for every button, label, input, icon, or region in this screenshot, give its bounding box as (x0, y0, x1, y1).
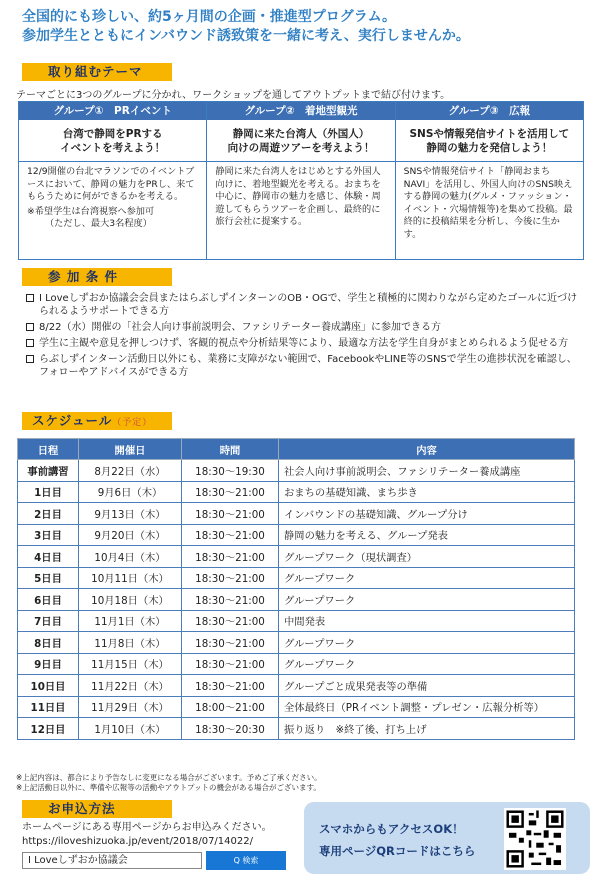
condition-item: 学生に主観や意見を押しつけず、客観的視点や分析結果等により、最適な方法を学生自身がまとめられるよう促せる方 (26, 337, 586, 350)
schedule-row (18, 460, 575, 482)
qr-panel (304, 802, 590, 874)
intro-heading (22, 8, 470, 46)
schedule-date: 11月29日（木） (79, 696, 182, 718)
schedule-content: グループワーク (279, 653, 575, 675)
schedule-content: グループごと成果発表等の準備 (279, 675, 575, 697)
group-2-body: 静岡に来た台湾人をはじめとする外国人向けに、着地型観光を考える。おまちを中心に、静岡市の魅力を感じ、体験・周遊してもらうツアーを企画し、最終的に旅行会社に提案する。 (215, 166, 381, 227)
group-1 (19, 102, 207, 259)
theme-heading: 取り組むテーマ (22, 63, 172, 81)
group-3-header: グループ③ 広報 (396, 102, 583, 120)
schedule-date: 11月8日（木） (79, 632, 182, 654)
group-3-title: SNSや情報発信サイトを活用して 静岡の魅力を発信しよう！ (396, 120, 583, 162)
schedule-row (18, 718, 575, 740)
schedule-time: 18:30～21:00 (182, 567, 279, 589)
schedule-row (18, 610, 575, 632)
group-2-title: 静岡に来た台湾人（外国人） 向けの周遊ツアーを考えよう！ (207, 120, 394, 162)
intro-line-2: 参加学生とともにインバウンド誘致策を一緒に考え、実行しませんか。 (22, 28, 470, 44)
schedule-notes: ※上記内容は、都合により予告なしに変更になる場合がございます。予めご了承ください。 ※上記活動日以外に、準備や広報等の活動やアウトプットの機会がある場合がございます。 (16, 773, 322, 792)
schedule-day: 8日目 (18, 632, 79, 654)
schedule-content: インバウンドの基礎知識、グループ分け (279, 503, 575, 525)
schedule-content: 静岡の魅力を考える、グループ発表 (279, 524, 575, 546)
apply-text: ホームページにある専用ページからお申込みください。 https://iloveshizuoka.jp/event/2018/07/14022/ (22, 822, 272, 847)
schedule-time: 18:30～21:00 (182, 503, 279, 525)
schedule-row (18, 653, 575, 675)
schedule-content: 社会人向け事前説明会、ファシリテーター養成講座 (279, 460, 575, 482)
group-1-header: グループ① PRイベント (19, 102, 206, 120)
schedule-date: 10月18日（木） (79, 589, 182, 611)
checkbox-icon (26, 323, 34, 331)
checkbox-icon (26, 355, 34, 363)
schedule-time: 18:30～21:00 (182, 610, 279, 632)
group-3-body: SNSや情報発信サイト「静岡おまちNAVI」を活用し、外国人向けのSNS映えする静岡の魅力(グルメ・ファッション・イベント・穴場情報等)を集めて投稿。最終的に投稿結果を分析し、今後に生かす。 (403, 166, 573, 240)
group-2-header: グループ② 着地型観光 (207, 102, 394, 120)
search-button[interactable]: Q 検索 (206, 851, 286, 870)
schedule-content: 中間発表 (279, 610, 575, 632)
schedule-date: 9月20日（木） (79, 524, 182, 546)
schedule-day: 事前講習 (18, 460, 79, 482)
schedule-content: グループワーク (279, 589, 575, 611)
schedule-row (18, 632, 575, 654)
schedule-date: 11月22日（木） (79, 675, 182, 697)
schedule-date: 9月6日（木） (79, 481, 182, 503)
schedule-row (18, 675, 575, 697)
schedule-date: 11月1日（木） (79, 610, 182, 632)
schedule-time: 18:30～21:00 (182, 481, 279, 503)
schedule-day: 12日目 (18, 718, 79, 740)
qr-panel-line-1: スマホからもアクセスOK！ (319, 822, 464, 836)
schedule-day: 1日目 (18, 481, 79, 503)
search-input[interactable]: I Loveしずおか協議会 (22, 852, 202, 869)
schedule-time: 18:30～21:00 (182, 653, 279, 675)
schedule-date: 1月10日（木） (79, 718, 182, 740)
schedule-content: グループワーク（現状調査） (279, 546, 575, 568)
schedule-day: 3日目 (18, 524, 79, 546)
qr-code-icon[interactable] (504, 808, 566, 870)
condition-item: らぶしずインターン活動日以外にも、業務に支障がない範囲で、FacebookやLINE等のSNSで学生の進捗状況を確認し、フォローやアドバイスができる方 (26, 353, 586, 379)
schedule-day: 2日目 (18, 503, 79, 525)
schedule-day: 7日目 (18, 610, 79, 632)
schedule-time: 18:30～21:00 (182, 524, 279, 546)
schedule-row (18, 546, 575, 568)
conditions-list (26, 292, 586, 382)
schedule-content: 振り返り ※終了後、打ち上げ (279, 718, 575, 740)
checkbox-icon (26, 294, 34, 302)
schedule-content: グループワーク (279, 567, 575, 589)
schedule-day: 9日目 (18, 653, 79, 675)
schedule-time: 18:30～21:00 (182, 546, 279, 568)
theme-groups (18, 101, 584, 260)
group-3 (396, 102, 583, 259)
apply-url[interactable]: https://iloveshizuoka.jp/event/2018/07/14022/ (22, 836, 253, 847)
schedule-row (18, 503, 575, 525)
schedule-table (17, 438, 575, 740)
schedule-date: 11月15日（木） (79, 653, 182, 675)
schedule-content: グループワーク (279, 632, 575, 654)
schedule-content: おまちの基礎知識、まち歩き (279, 481, 575, 503)
conditions-heading: 参 加 条 件 (22, 268, 172, 286)
schedule-day: 5日目 (18, 567, 79, 589)
intro-line-1: 全国的にも珍しい、約5ヶ月間の企画・推進型プログラム。 (22, 9, 397, 25)
schedule-row (18, 696, 575, 718)
schedule-time: 18:30～19:30 (182, 460, 279, 482)
schedule-time: 18:30～20:30 (182, 718, 279, 740)
schedule-date: 10月11日（木） (79, 567, 182, 589)
theme-description: テーマごとに3つのグループに分かれ、ワークショップを通してアウトプットまで結び付けます。 (16, 90, 451, 101)
schedule-time: 18:30～21:00 (182, 675, 279, 697)
schedule-time: 18:00～21:00 (182, 696, 279, 718)
schedule-row (18, 589, 575, 611)
schedule-row (18, 524, 575, 546)
schedule-time: 18:30～21:00 (182, 632, 279, 654)
group-2 (207, 102, 395, 259)
apply-heading: お申込方法 (22, 800, 172, 818)
qr-panel-line-2: 専用ページQRコードはこちら (319, 844, 476, 858)
group-1-body: 12/9開催の台北マラソンでのイベントブースにおいて、静岡の魅力をPRし、来てもらうために何ができるかを考える。 ※希望学生は台湾視察へ参加可 （ただし、最大3名程度） (27, 166, 195, 229)
checkbox-icon (26, 339, 34, 347)
schedule-header-row: 日程 開催日 時間 内容 (18, 439, 575, 460)
schedule-content: 全体最終日（PRイベント調整・プレゼン・広報分析等） (279, 696, 575, 718)
schedule-row (18, 481, 575, 503)
schedule-day: 11日目 (18, 696, 79, 718)
group-1-title: 台湾で静岡をPRする イベントを考えよう！ (19, 120, 206, 162)
schedule-time: 18:30～21:00 (182, 589, 279, 611)
condition-item: I Loveしずおか協議会会員またはらぶしずインターンのOB・OGで、学生と積極的に関わりながら定めたゴールに近づけられるようサポートできる方 (26, 292, 586, 318)
schedule-date: 8月22日（水） (79, 460, 182, 482)
schedule-heading: スケジュール（予定） (22, 412, 172, 430)
schedule-date: 10月4日（木） (79, 546, 182, 568)
schedule-row (18, 567, 575, 589)
schedule-day: 6日目 (18, 589, 79, 611)
schedule-day: 10日目 (18, 675, 79, 697)
schedule-date: 9月13日（木） (79, 503, 182, 525)
schedule-day: 4日目 (18, 546, 79, 568)
condition-item: 8/22（水）開催の「社会人向け事前説明会、ファシリテーター養成講座」に参加できる方 (26, 321, 586, 334)
